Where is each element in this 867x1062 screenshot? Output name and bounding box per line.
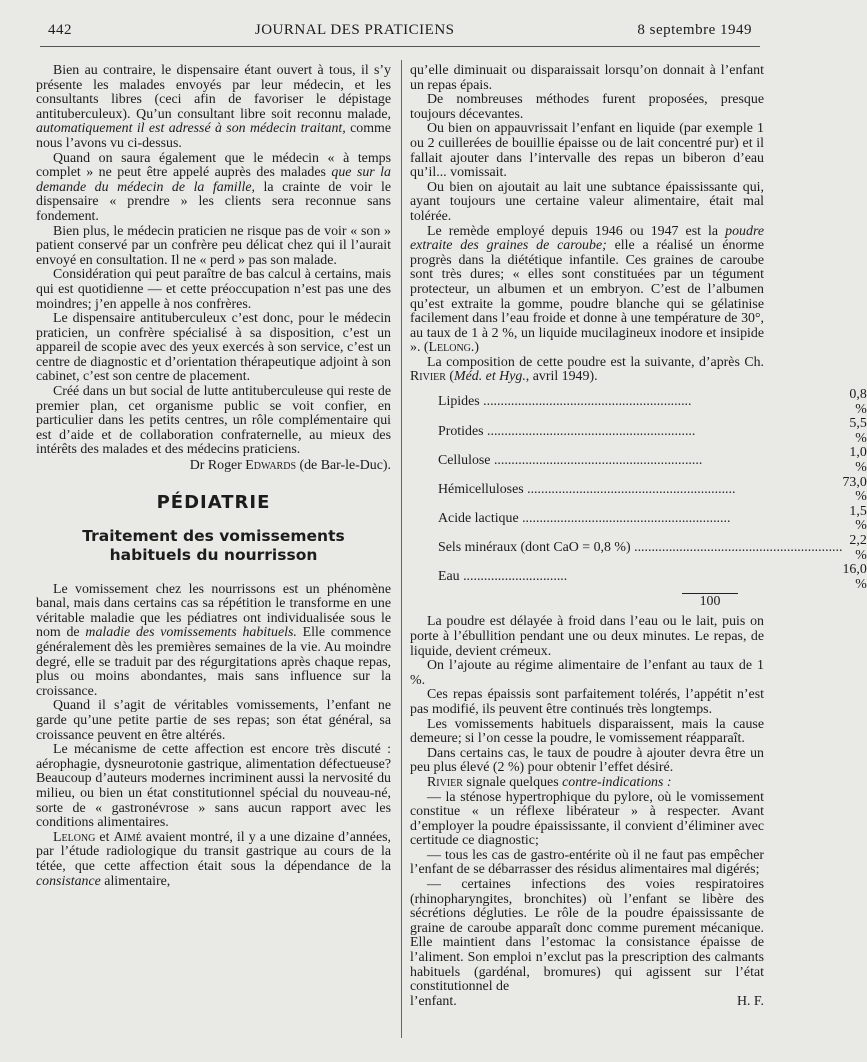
composition-table (438, 388, 867, 592)
header-rule (40, 46, 760, 47)
paragraph: Lelong et Aimé avaient montré, il y a une dizaine d’années, par l’étude radiologique du transit gastrique au cours de la tétée, que cette affection était sous la dépendance de la consistance alimentaire, (36, 829, 391, 889)
paragraph: Le remède employé depuis 1946 ou 1947 est la poudre extraite des graines de caroube; elle a réalisé un énorme progrès dans la diététique infantile. Ces graines de caroube sont très dures; « elles sont constituées par un tégument protecteur, un albumen et un embryon. C’est de l’albumen qu’est extraite la gomme, poudre blanche qui se gélatinise facilement dans l’eau froide et donne à une température de 30°, au taux de 1 à 2 %, un liquide mucilagineux inodore et insipide ». (Lelong.) (410, 223, 764, 356)
composition-value: 0,8 % (849, 387, 867, 417)
paragraph: Créé dans un but social de lutte antituberculeuse qui reste de premier plan, cet organisme public se voit confier, en particulier dans les petits centres, un rôle complémentaire qui est d’aide et de collaboration confraternelle, au mieux des intérêts des malades et des médecins praticiens. (36, 384, 391, 458)
composition-label: Lipides ............................................................ (438, 394, 692, 410)
paragraph: La poudre est délayée à froid dans l’eau ou le lait, puis on porte à l’ébullition pendant une ou deux minutes. Le repas, de liquide, devient crémeux. (410, 614, 764, 659)
composition-value: 1,0 % (849, 445, 867, 476)
paragraph: Considération qui peut paraître de bas calcul à certains, mais qui est quotidienne — et cette préoccupation n’est pas une des moindres; j’en appelle à nos confrères. (36, 267, 391, 312)
column-divider (401, 60, 402, 1038)
page-number: 442 (48, 22, 72, 38)
composition-label: Eau .............................. (438, 569, 568, 585)
composition-row (438, 505, 867, 534)
composition-value: 2,2 % (849, 533, 867, 563)
paragraph: — certaines infections des voies respiratoires (rhinopharyngites, bronchites) où l’enfant se libère des sécrétions dégluties. Le rôle de la poudre épaississante de graine de caroube apparaît donc comme purement mécanique. Elle maintient dans l’estomac la consistance épaisse de l’aliment. Son emploi n’exclut pas la prescription des calmants habituels (gardénal, bromures) qui agissent sur l’état constitutionnel de (410, 877, 764, 995)
paragraph: Le vomissement chez les nourrissons est un phénomène banal, mais dans certains cas sa répétition le transforme en une véritable maladie que les pédiatres ont individualisée sous le nom de maladie des vomissements habituels. Elle commence généralement dès les premières semaines de la vie. Au moindre degré, elle se traduit par des régurgitations après chaque repas, plus ou moins abondantes, mais sans influence sur la croissance. (36, 581, 391, 699)
composition-row (438, 388, 867, 417)
paragraph: Bien au contraire, le dispensaire étant ouvert à tous, il s’y présente les malades envoyés par leur médecin, et les consultants libres (ceci afin de favoriser le dépistage antituberculeux). Qu’un consultant libre soit reconnu malade, automatiquement il est adressé à son médecin traitant, comme nous l’avons vu ci-dessus. (36, 63, 392, 151)
composition-total: 100 (682, 593, 738, 609)
paragraph: Dans certains cas, le taux de poudre à ajouter devra être un peu plus élevé (2 %) pour obtenir l’effet désiré. (410, 745, 764, 776)
composition-row (438, 476, 867, 505)
paragraph: Rivier signale quelques contre-indications : (427, 774, 672, 790)
composition-value: 73,0 % (842, 474, 867, 505)
paragraph: Ou bien on appauvrissait l’enfant en liquide (par exemple 1 ou 2 cuillerées de bouillie épaisse ou de lait concentré pur) et il fallait ajouter dans l’intervalle des repas un biberon d’eau qu’il... vomissait. (410, 121, 764, 181)
issue-date: 8 septembre 1949 (637, 22, 752, 38)
paragraph: Les vomissements habituels disparaissent, mais la cause demeure; si l’on cesse la poudre, le vomissement réapparaît. (410, 716, 764, 747)
paragraph: Quand on saura également que le médecin « à temps complet » ne peut être appelé auprès des malades que sur la demande du médecin de la famille, la crainte de voir le dispensaire « prendre » les clients sera reconnue sans fondement. (36, 150, 391, 224)
composition-value: 5,5 % (849, 416, 867, 446)
composition-row (438, 534, 867, 563)
composition-row (438, 446, 867, 475)
paragraph: Quand il s’agit de véritables vomissements, l’enfant ne garde qu’une petite partie de ses repas; son état général, sa croissance peuvent en être altérés. (36, 698, 391, 743)
paragraph: La composition de cette poudre est la suivante, d’après Ch. Rivier (Méd. et Hyg., avril 1949). (410, 354, 764, 385)
composition-row (438, 563, 867, 592)
left-column (36, 64, 391, 889)
composition-value: 16,0 % (842, 562, 867, 592)
author-initials: H. F. (736, 993, 764, 1009)
section-heading: PÉDIATRIE (156, 491, 271, 513)
composition-value: 1,5 % (849, 503, 867, 534)
composition-label: Acide lactique ............................................................ (438, 511, 731, 527)
paragraph: On l’ajoute au régime alimentaire de l’enfant au taux de 1 %. (410, 658, 764, 688)
composition-label: Hémicelluloses ............................................................ (438, 481, 736, 497)
paragraph: De nombreuses méthodes furent proposées, presque toujours décevantes. (410, 92, 764, 122)
paragraph: — tous les cas de gastro-entérite où il ne faut pas empêcher l’enfant de se débarrasser des résidus alimentaires mal digérés; (410, 847, 764, 878)
journal-title: JOURNAL DES PRATICIENS (254, 22, 455, 38)
author-signature: Dr Roger Edwards (de Bar-le-Duc). (189, 458, 391, 474)
right-column (410, 63, 867, 1009)
composition-label: Protides ............................................................ (438, 423, 696, 439)
paragraph: Bien plus, le médecin praticien ne risque pas de voir « son » patient conservé par un confrère peu délicat chez qui il l’aurait envoyé en consultation. Il ne « perd » pas son malade. (36, 223, 391, 268)
page-header (48, 22, 752, 39)
composition-label: Sels minéraux (dont CaO = 0,8 %) ............................................................ (438, 540, 843, 556)
paragraph: Ces repas épaissis sont parfaitement tolérés, l’appétit n’est pas modifié, ils peuvent être continués très longtemps. (410, 687, 764, 717)
composition-label: Cellulose ............................................................ (438, 452, 703, 468)
article-title: Traitement des vomissements habituels du nourrisson (82, 526, 345, 564)
paragraph: Ou bien on ajoutait au lait une subtance épaississante qui, ayant toujours une certaine valeur alimentaire, était mal tolérée. (410, 179, 764, 224)
paragraph: qu’elle diminuait ou disparaissait lorsqu’on donnait à l’enfant un repas épais. (410, 63, 764, 93)
paragraph: Le dispensaire antituberculeux c’est donc, pour le médecin praticien, un confrère spécialisé à sa disposition, c’est un appareil de scopie avec des yeux exercés à son service, c’est un centre de diagnostic et d’orientation thérapeutique adjoint à son cabinet, c’est son centre de placement. (36, 311, 391, 385)
paragraph: — la sténose hypertrophique du pylore, où le vomissement constitue « un réflexe libérateur » à respecter. Avant d’employer la poudre épaississante, il convient d’éliminer avec certitude ce diagnostic; (410, 789, 764, 849)
paragraph: Le mécanisme de cette affection est encore très discuté : aérophagie, dysneurotonie gastrique, alimentation défectueuse? Beaucoup d’auteurs modernes incriminent aussi la nervosité du milieu, ou bien un état constitutionnel spécial du nouveau-né, sorte de « gastronévrose » sans aucun rapport avec les conditions alimentaires. (36, 742, 391, 831)
composition-row (438, 417, 867, 446)
closing-line: l’enfant. H. F. (410, 993, 764, 1009)
